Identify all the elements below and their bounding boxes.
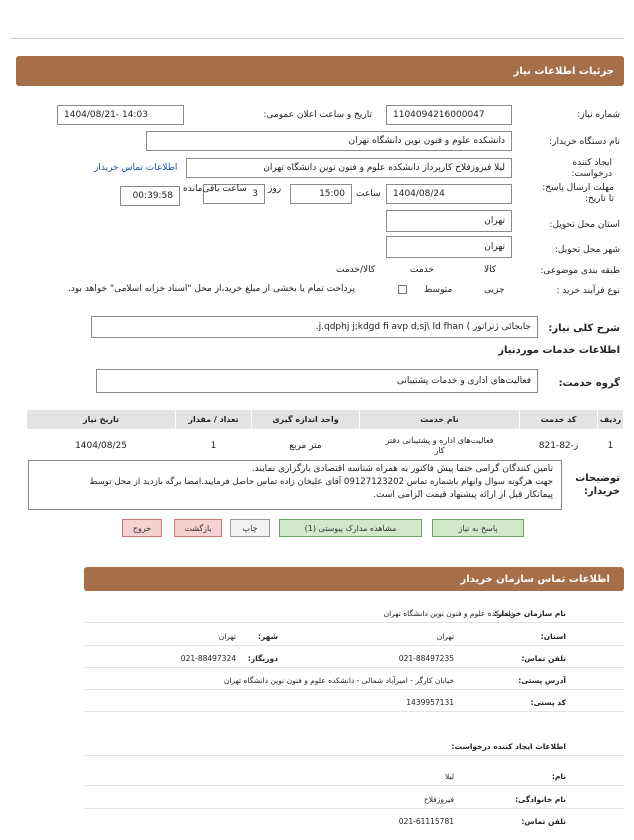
need-number-field: 1104094216000047 xyxy=(386,105,512,125)
deadline-date-field: 1404/08/24 xyxy=(386,184,512,204)
province-field: تهران xyxy=(386,210,512,232)
print-button[interactable]: چاپ xyxy=(230,519,270,537)
contact-address-value: خیابان کارگر - امیرآباد شمالی - دانشکده علوم و فنون نوین دانشگاه تهران xyxy=(223,676,454,685)
category-service-label: خدمت xyxy=(410,265,434,275)
buyer-org-label: نام دستگاه خریدار: xyxy=(549,137,620,147)
process-minor-label: جزیی xyxy=(484,285,505,295)
contact-section-header xyxy=(84,567,624,591)
contact-fax-label: دورنگار: xyxy=(247,654,278,663)
divider xyxy=(84,689,624,690)
contact-address-label: آدرس پستی: xyxy=(518,676,566,685)
announce-date-label: تاریخ و ساعت اعلان عمومی: xyxy=(263,110,372,120)
contact-city-value: تهران xyxy=(218,632,236,641)
contact-city-label: شهر: xyxy=(258,632,278,641)
deadline-time-field: 15:00 xyxy=(290,184,352,204)
need-number-label: شماره نیاز: xyxy=(577,110,620,120)
remaining-label: ساعت باقی‌مانده xyxy=(183,184,247,194)
creator-label: ایجاد کننده درخواست: xyxy=(571,158,612,179)
province-label: استان محل تحویل: xyxy=(549,220,620,230)
days-field: 3 xyxy=(203,184,265,204)
cell-date: 1404/08/25 xyxy=(27,430,176,462)
process-medium-label: متوسط xyxy=(424,285,453,295)
category-mixed-label: کالا/خدمت xyxy=(336,265,376,275)
buyer-notes-line-2: جهت هرگونه سوال وابهام باشماره تماس 09127123202 آقای علیخان زاده تماس حاصل فرمایید.امضا برگه بازدید از محل توسط xyxy=(89,477,553,487)
creator-info-heading: اطلاعات ایجاد کننده درخواست: xyxy=(451,742,566,751)
payment-note: پرداخت تمام یا بخشی از مبلغ خرید،از محل "اسناد خزانه اسلامی" خواهد بود. xyxy=(68,284,356,294)
contact-province-value: تهران xyxy=(436,632,454,641)
creator-family-value: فیروزفلاح xyxy=(423,795,454,804)
contact-section-title: اطلاعات تماس سازمان خریدار xyxy=(460,573,610,585)
buyer-notes-line-1: تامین کنندگان گرامی حتما پیش فاکتور به همراه شناسه اقتصادی بارگزاری نمایند. xyxy=(251,464,553,474)
day-label: روز xyxy=(268,184,282,194)
contact-fax-value: 021-88497324 xyxy=(180,654,236,663)
cell-name: فعالیت‌های اداره و پشتیبانی دفتر کار xyxy=(360,430,520,462)
cell-code: ز-82-821 xyxy=(520,430,598,462)
process-label: نوع فرآیند خرید : xyxy=(556,286,620,296)
contact-org-label: نام سازمان خریدار: xyxy=(494,609,566,618)
back-button[interactable]: بازگشت xyxy=(174,519,222,537)
col-row: ردیف xyxy=(598,410,624,430)
services-heading: اطلاعات خدمات موردنیاز xyxy=(498,345,620,356)
service-group-field: فعالیت‌های اداری و خدمات پشتیبانی xyxy=(96,369,538,393)
creator-name-label: نام: xyxy=(551,772,566,781)
announce-date-field: 1404/08/21- 14:03 xyxy=(57,105,184,125)
contact-phone-label: تلفن تماس: xyxy=(521,654,566,663)
buyer-notes-box xyxy=(28,460,562,510)
category-goods-label: کالا xyxy=(484,265,497,275)
time-label: ساعت xyxy=(356,189,381,199)
cell-qty: 1 xyxy=(176,430,252,462)
buyer-notes-label: توضیحات خریدار: xyxy=(575,473,620,497)
service-group-label: گروه خدمت: xyxy=(558,378,620,389)
deadline-label: مهلت ارسال پاسخ: تا تاریخ: xyxy=(542,183,614,204)
col-unit: واحد اندازه گیری xyxy=(252,410,360,430)
contact-phone-value: 021-88497235 xyxy=(398,654,454,663)
creator-field: لیلا فیروزفلاح کارپرداز دانشکده علوم و فنون نوین دانشگاه تهران xyxy=(186,158,512,178)
divider xyxy=(84,645,624,646)
buyer-notes-line-3: پیمانکار قبل از ارائه پیشنهاد قیمت الزامی است. xyxy=(373,490,553,500)
top-divider xyxy=(10,38,624,39)
divider xyxy=(84,711,624,712)
summary-field: جابجائی ژنراتور ) j.qdphj j;kdgd fi avp d,sj\ ld fhan. xyxy=(91,316,538,338)
reply-button[interactable]: پاسخ به نیاز xyxy=(432,519,524,537)
divider xyxy=(84,755,624,756)
items-table xyxy=(26,409,624,462)
divider xyxy=(84,622,624,623)
contact-postal-value: 1439957131 xyxy=(406,698,454,707)
divider xyxy=(84,808,624,809)
divider xyxy=(84,785,624,786)
col-qty: تعداد / مقدار xyxy=(176,410,252,430)
summary-label: شرح کلی نیاز: xyxy=(548,323,620,334)
col-name: نام خدمت xyxy=(360,410,520,430)
exit-button[interactable]: خروج xyxy=(122,519,162,537)
buyer-contact-link[interactable]: اطلاعات تماس خریدار xyxy=(94,163,178,173)
buyer-org-field: دانشکده علوم و فنون نوین دانشگاه تهران xyxy=(146,131,512,151)
city-field: تهران xyxy=(386,236,512,258)
city-label: شهر محل تحویل: xyxy=(554,245,620,255)
divider xyxy=(84,667,624,668)
page-header xyxy=(16,56,624,86)
attachments-button[interactable]: مشاهده مدارک پیوستی (1) xyxy=(279,519,422,537)
table-row xyxy=(27,430,624,462)
remaining-time-field: 00:39:58 xyxy=(120,186,180,206)
contact-org-value: دانشکده علوم و فنون نوین دانشگاه تهران xyxy=(383,609,514,618)
creator-name-value: لیلا xyxy=(444,772,454,781)
contact-postal-label: کد پستی: xyxy=(530,698,566,707)
category-label: طبقه بندی موضوعی: xyxy=(540,266,620,276)
treasury-payment-checkbox[interactable] xyxy=(398,285,407,294)
creator-phone-label: تلفن تماس: xyxy=(521,817,566,826)
cell-unit: متر مربع xyxy=(252,430,360,462)
cell-row: 1 xyxy=(598,430,624,462)
page-title: جزئیات اطلاعات نیاز xyxy=(513,65,614,77)
contact-province-label: استان: xyxy=(540,632,566,641)
col-date: تاریخ نیاز xyxy=(27,410,176,430)
creator-family-label: نام خانوادگی: xyxy=(515,795,566,804)
col-code: کد خدمت xyxy=(520,410,598,430)
creator-phone-value: 021-61115781 xyxy=(398,817,454,826)
